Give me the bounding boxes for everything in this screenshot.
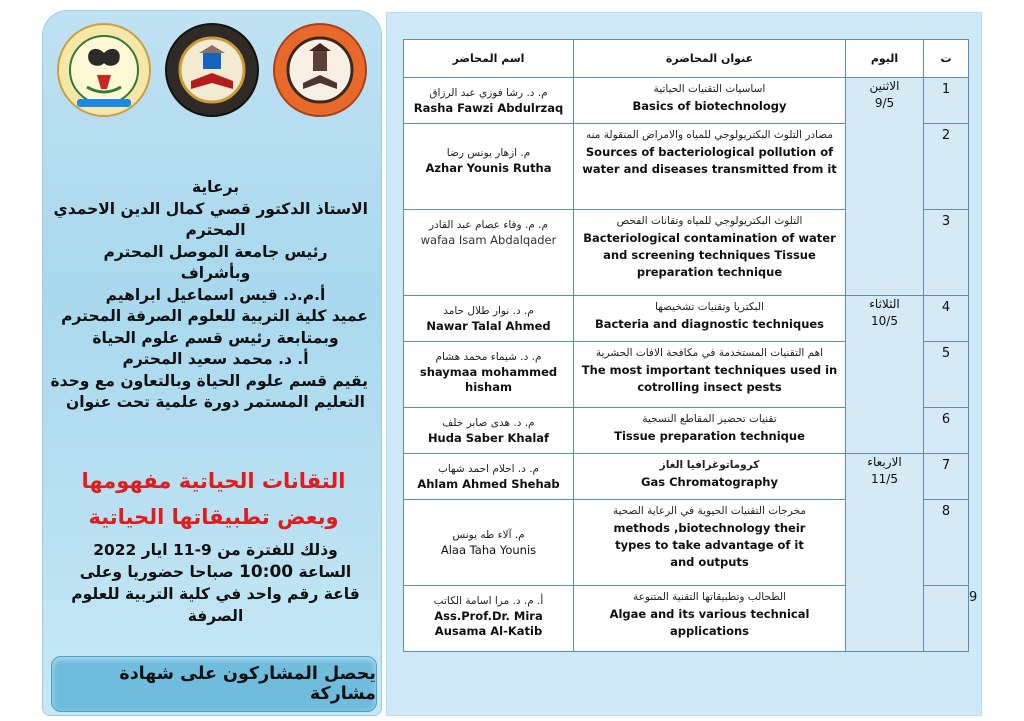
schedule-panel (386, 12, 982, 716)
college-of-education-logo (165, 23, 259, 117)
left-panel (42, 10, 382, 716)
day-cell (846, 296, 924, 454)
day-date: 11/5 (871, 472, 898, 486)
place-line-1: قاعة رقم واحد في كلية التربية للعلوم (71, 585, 360, 603)
life-sciences-department-logo (57, 23, 151, 117)
university-of-mosul-logo (273, 23, 367, 117)
date-line: وذلك للفترة من 9-11 ايار 2022 (93, 541, 338, 559)
title-cell (574, 500, 846, 586)
course-title (51, 463, 376, 535)
logo-row (43, 23, 381, 123)
row-number: 6 (924, 408, 969, 454)
lecturer-en: Nawar Talal Ahmed (426, 319, 551, 333)
day-date: 9/5 (874, 96, 895, 110)
title-ar: مصادر التلوث البكتريولوجي للمياه والامراض المنقولة منه (586, 129, 833, 141)
place-line-2: الصرفة (187, 607, 244, 625)
lecturer-ar: م. ازهار يونس رضا (446, 147, 531, 159)
lecturer-cell (404, 342, 574, 408)
time-prefix: الساعة (293, 563, 352, 581)
header-num: ت (924, 40, 969, 78)
lecturer-ar: م. م. وفاء عصام عبد القادر (429, 219, 548, 231)
day-cell (846, 454, 924, 652)
lecturer-cell (404, 454, 574, 500)
table-row (404, 78, 969, 124)
table-header-row (404, 40, 969, 78)
title-ar: مخرجات التقنيات الحيوية في الرعاية الصحية (612, 505, 806, 517)
title-en: Bacteriological contamination of water and screening techniques Tissue preparation technique (583, 231, 836, 279)
university-logo-icon (273, 23, 367, 117)
course-details (63, 539, 368, 627)
title-ar: الطحالب وتطبيقاتها التقنية المتنوعة (632, 591, 787, 603)
title-en: Tissue preparation technique (614, 429, 805, 443)
lecturer-ar: أ. م. د. مرا اسامة الكاتب (433, 595, 544, 607)
lecturer-ar: م. د. نوار طلال حامد (443, 305, 534, 317)
title-cell (574, 124, 846, 210)
title-en: Bacteria and diagnostic techniques (594, 317, 825, 331)
lecturer-cell (404, 124, 574, 210)
title-en: Gas Chromatography (641, 475, 778, 489)
lecturer-ar: م. د. هدى صابر خلف (442, 417, 535, 429)
lecturer-en: Huda Saber Khalaf (427, 431, 550, 445)
time-suffix: صباحا حضوريا وعلى (79, 563, 239, 581)
lecturer-en: shaymaa mohammed hisham (419, 365, 558, 394)
header-lecturer: اسم المحاضر (404, 40, 574, 78)
time-line (63, 561, 368, 583)
day-date: 10/5 (871, 314, 898, 328)
course-title-line-2: وبعض تطبيقاتها الحياتية (88, 505, 339, 529)
title-en: Basics of biotechnology (632, 99, 787, 113)
day-name: الاثنين (869, 79, 900, 93)
schedule-table (403, 39, 978, 652)
header-title: عنوان المحاضرة (574, 40, 846, 78)
title-ar: كروماتوغرافيا الغاز (659, 459, 760, 471)
sponsor-line: وبأشراف (180, 264, 251, 282)
lecturer-cell (404, 408, 574, 454)
title-cell (574, 454, 846, 500)
table-row (404, 454, 969, 500)
lecturer-ar: م. د. احلام احمد شهاب (437, 463, 540, 475)
day-cell (846, 78, 924, 296)
row-number: 5 (924, 342, 969, 408)
lecturer-cell (404, 586, 574, 652)
lecturer-en: Alaa Taha Younis (440, 543, 537, 557)
life-sciences-logo-icon (57, 23, 151, 117)
row-number: 8 (924, 500, 969, 586)
certificate-text: يحصل المشاركون على شهادة مشاركة (119, 664, 376, 704)
sponsor-line: عميد كلية التربية للعلوم الصرفة المحترم (61, 307, 368, 325)
row-number: 3 (924, 210, 969, 296)
lecturer-cell (404, 210, 574, 296)
sponsor-line: الاستاذ الدكتور قصي كمال الدين الاحمدي (53, 199, 368, 218)
title-cell (574, 586, 846, 652)
sponsor-line: أ.م.د. قيس اسماعيل ابراهيم (105, 285, 326, 304)
sponsor-line: التعليم المستمر دورة علمية تحت عنوان (66, 393, 365, 411)
sponsor-line: وبمتابعة رئيس قسم علوم الحياة (92, 328, 339, 347)
title-cell (574, 408, 846, 454)
lecturer-en: Rasha Fawzi Abdulrzaq (413, 101, 564, 115)
sponsor-line: أ. د. محمد سعيد المحترم (122, 350, 309, 368)
time-value: 10:00 (239, 562, 294, 582)
title-ar: اساسيات التقنيات الحياتية (653, 83, 766, 95)
title-en: Algae and its various technical applications (609, 607, 810, 638)
title-cell (574, 342, 846, 408)
lecturer-ar: م. آلاء طه يونس (452, 529, 525, 541)
sponsorship-text (50, 177, 368, 414)
certificate-banner (51, 656, 377, 712)
row-number: 4 (924, 296, 969, 342)
table-row (404, 296, 969, 342)
lecturer-en: Ass.Prof.Dr. Mira Ausama Al-Katib (434, 609, 543, 638)
sponsor-line: برعاية (191, 178, 240, 196)
title-cell (574, 296, 846, 342)
college-logo-icon (165, 23, 259, 117)
title-en: methods ,biotechnology their types to take advantage of it and outputs (613, 521, 806, 569)
title-ar: اهم التقنيات المستخدمة في مكافحة الافات الحشرية (595, 347, 824, 359)
row-number: 1 (924, 78, 969, 124)
course-title-line-1: التقانات الحياتية مفهومها (81, 469, 346, 493)
title-en: Sources of bacteriological pollution of water and diseases transmitted from it (582, 145, 837, 176)
day-cell-empty (924, 586, 969, 652)
title-cell (574, 78, 846, 124)
lecturer-cell (404, 500, 574, 586)
lecturer-ar: م. د. شيماء محمد هشام (435, 351, 542, 363)
sponsor-line: رئيس جامعة الموصل المحترم (103, 242, 328, 261)
header-day: اليوم (846, 40, 924, 78)
row-number: 7 (924, 454, 969, 500)
lecturer-en: Azhar Younis Rutha (425, 161, 552, 175)
title-ar: البكتريا وتقنيات تشخيصها (655, 301, 764, 313)
sponsor-line: يقيم قسم علوم الحياة وبالتعاون مع وحدة (50, 371, 368, 390)
lecturer-ar: م. د. رشا فوزي عبد الرزاق (429, 87, 548, 99)
table-row: أ. م. د. مرا اسامة الكاتب Ass.Prof.Dr. Mira Ausama Al-Katib الطحالب وتطبيقاتها التقنية المتنوعة Algae and its various technical applications 9 (404, 586, 969, 652)
lecturer-en: wafaa Isam Abdalqader (420, 233, 557, 247)
sponsor-line: المحترم (185, 221, 246, 239)
title-en: The most important techniques used in cotrolling insect pests (581, 363, 838, 394)
day-name: الثلاثاء (869, 297, 900, 311)
row-number: 2 (924, 124, 969, 210)
title-ar: التلوث البكتريولوجي للمياه وتقانات الفحص (616, 215, 803, 227)
title-cell (574, 210, 846, 296)
day-name: الاربعاء (867, 455, 902, 469)
lecturer-en: Ahlam Ahmed Shehab (417, 477, 560, 491)
lecturer-cell (404, 78, 574, 124)
lecturer-cell (404, 296, 574, 342)
title-ar: تقنيات تحضير المقاطع النسجية (642, 413, 777, 425)
